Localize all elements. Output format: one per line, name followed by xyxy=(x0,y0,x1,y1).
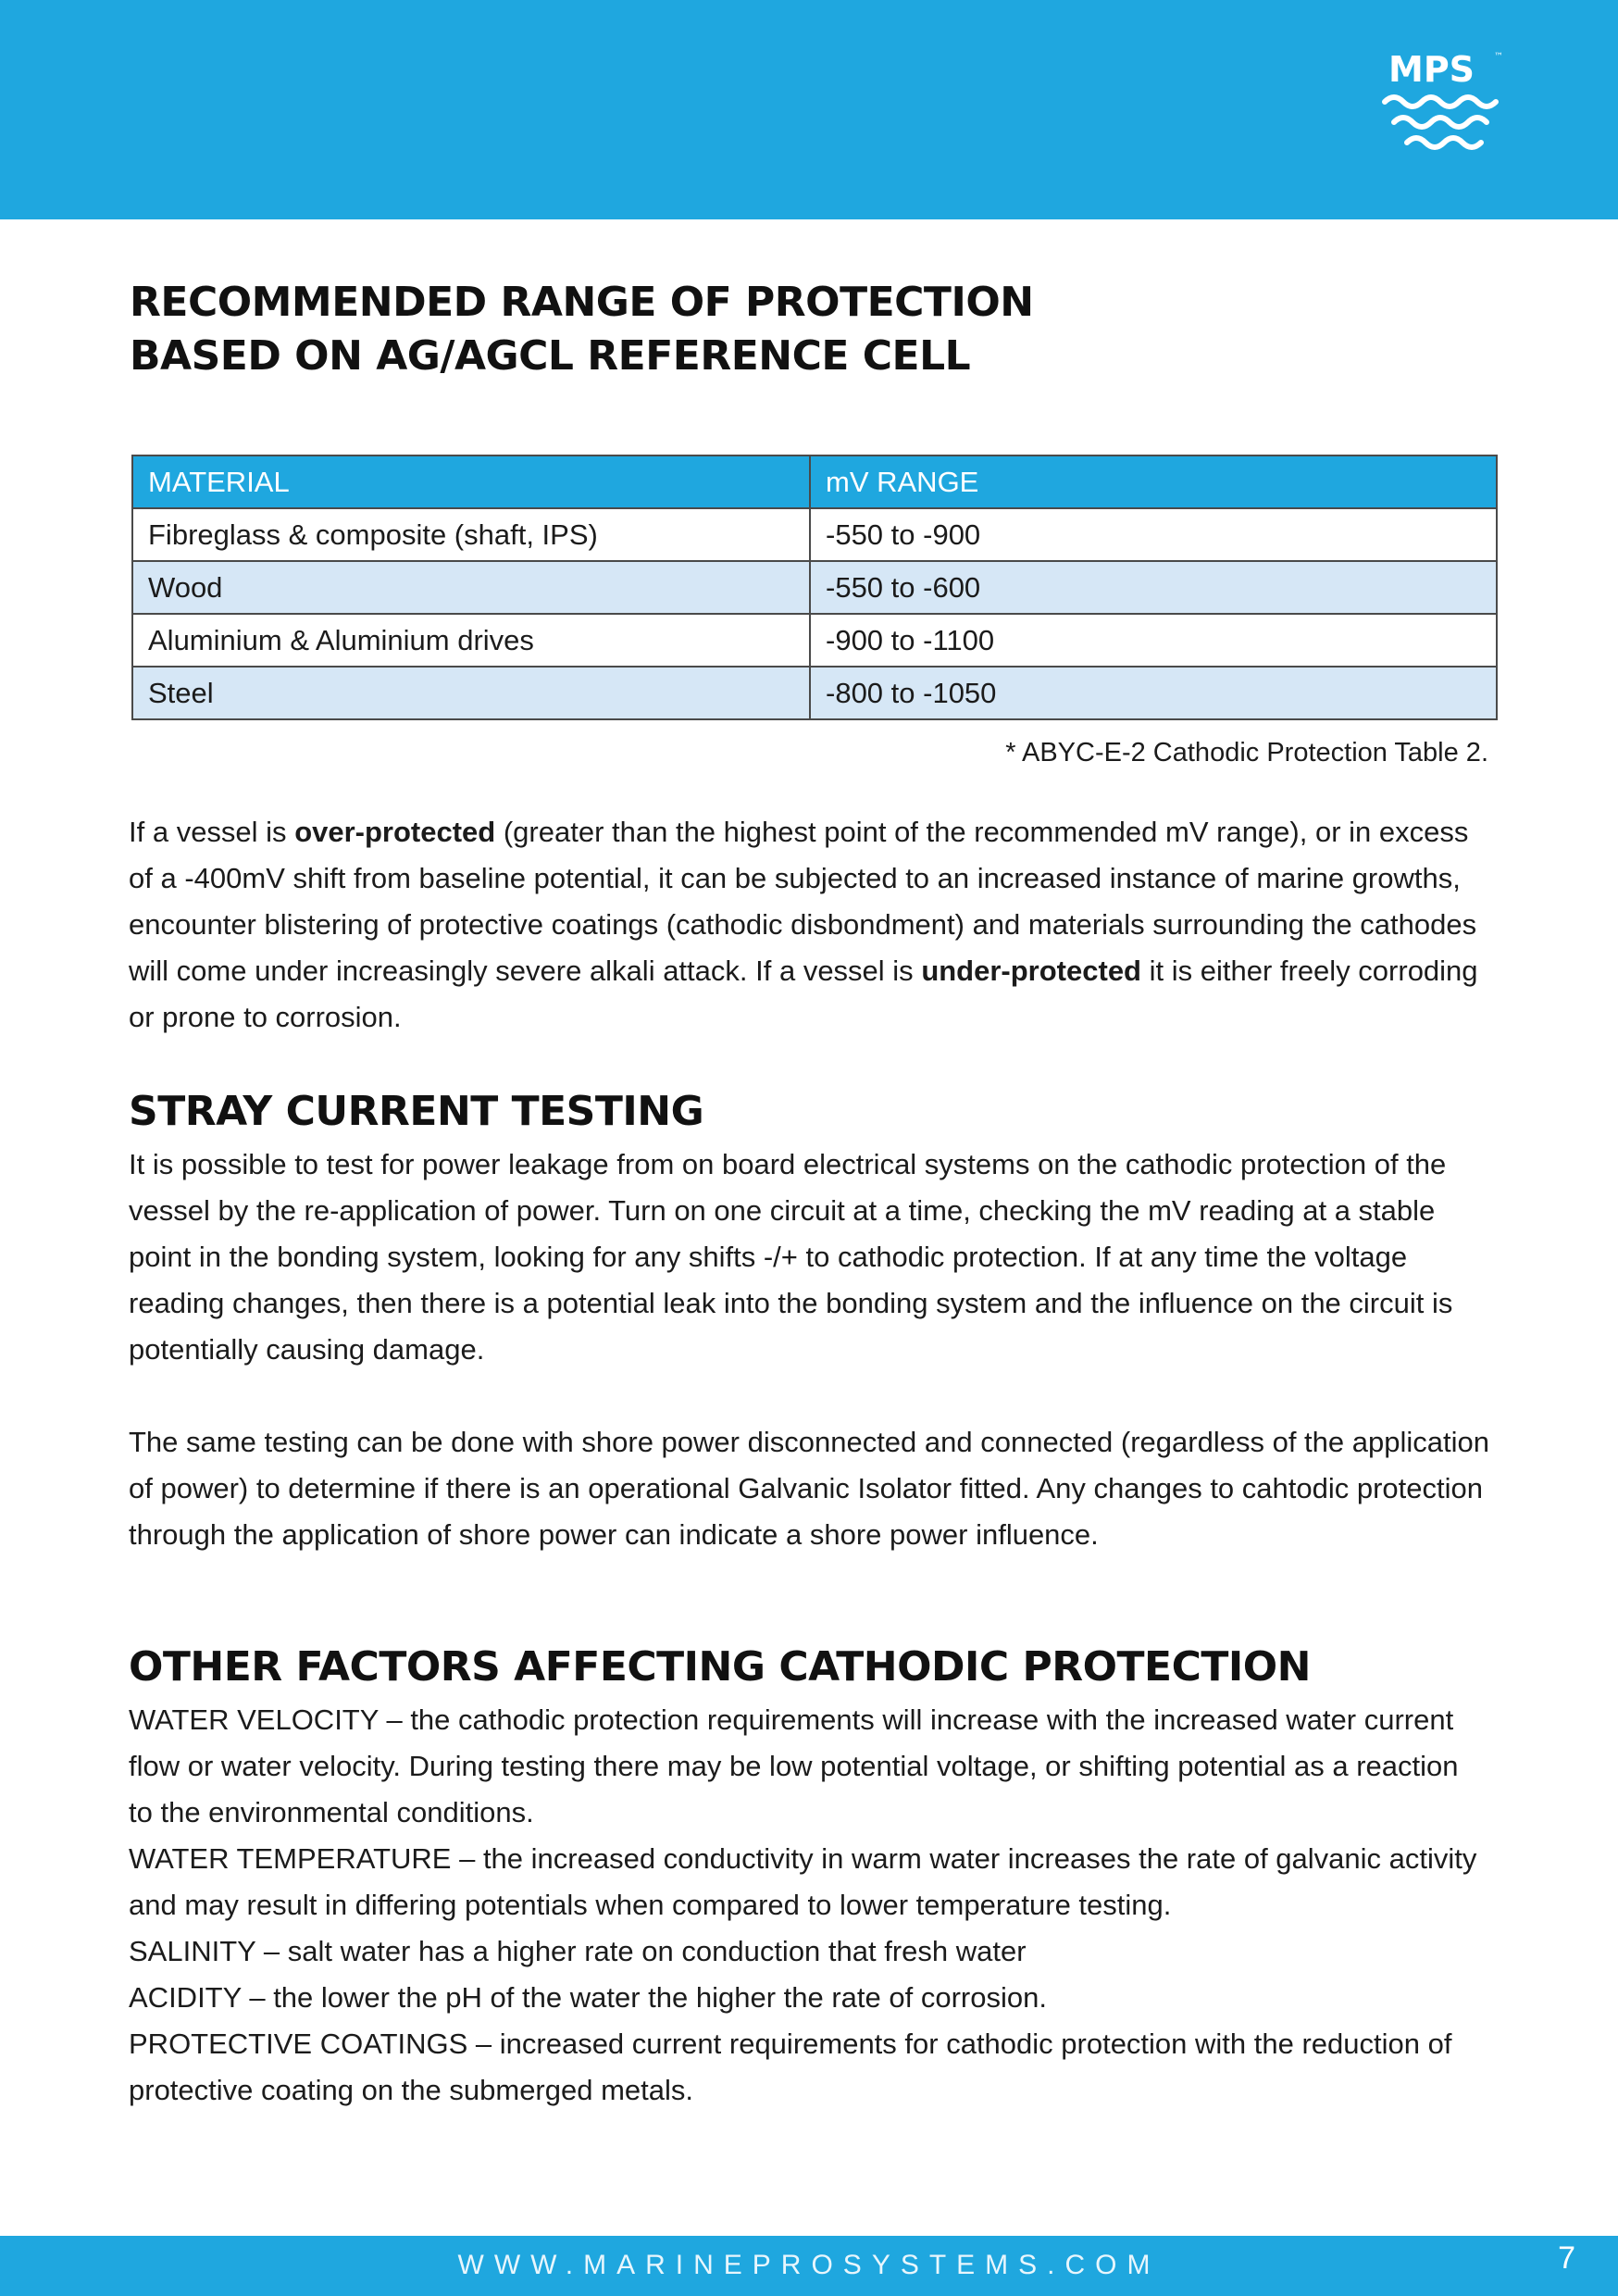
range-cell: -900 to -1100 xyxy=(810,614,1497,667)
material-cell: Steel xyxy=(132,667,810,719)
table-row xyxy=(132,667,1497,719)
text-span: it is either freely corroding or prone to corrosion. xyxy=(129,955,1478,1033)
under-protected-term: under-protected xyxy=(921,955,1141,987)
material-cell: Aluminium & Aluminium drives xyxy=(132,614,810,667)
table-row xyxy=(132,561,1497,614)
range-cell: -800 to -1050 xyxy=(810,667,1497,719)
main-title-line2: BASED ON AG/AGCL REFERENCE CELL xyxy=(130,332,971,380)
table-header-row xyxy=(132,455,1497,508)
range-cell: -550 to -600 xyxy=(810,561,1497,614)
page-number: 7 xyxy=(1558,2240,1575,2276)
factor-salinity: SALINITY – salt water has a higher rate on conduction that fresh water xyxy=(129,1935,1027,1967)
material-cell: Fibreglass & composite (shaft, IPS) xyxy=(132,508,810,561)
stray-current-paragraph-1: It is possible to test for power leakage from on board electrical systems on the cathodic protection of the vessel by the re-application of power. Turn on one circuit at a time, checking the mV reading at a stable point in the bonding system, looking for any shifts -/+ to cathodic protection. If at any time the voltage reading changes, then there is a potential leak into the bonding system and the influence on the circuit is potentially causing damage. xyxy=(129,1148,1453,1366)
table-footnote: * ABYC-E-2 Cathodic Protection Table 2. xyxy=(1005,738,1488,767)
header-mv-range: mV RANGE xyxy=(810,455,1497,508)
material-cell: Wood xyxy=(132,561,810,614)
text-span: If a vessel is xyxy=(129,816,295,848)
footer-website-link[interactable]: WWW.MARINEPROSYSTEMS.COM xyxy=(457,2250,1161,2280)
table-row xyxy=(132,508,1497,561)
other-factors-heading: OTHER FACTORS AFFECTING CATHODIC PROTECTION xyxy=(129,1643,1311,1691)
protection-range-table xyxy=(131,455,1498,720)
main-title xyxy=(130,276,1425,383)
stray-current-paragraph-2: The same testing can be done with shore power disconnected and connected (regardless of the application of power) to determine if there is an operational Galvanic Isolator fitted. Any changes to cahtodic protection through the application of shore power can indicate a shore power influence. xyxy=(129,1426,1489,1551)
main-title-line1: RECOMMENDED RANGE OF PROTECTION xyxy=(130,279,1034,326)
factor-water-temperature: WATER TEMPERATURE – the increased conductivity in warm water increases the rate of galvanic activity and may result in differing potentials when compared to lower temperature testing. xyxy=(129,1842,1477,1921)
text-span: (greater than the highest point of the recommended mV range), or in excess of a -400mV shift from baseline potential, it can be subjected to an increased instance of marine growths, encounter blistering of protective coatings (cathodic disbondment) and materials surrounding the cathodes will come under increasingly severe alkali attack. If a vessel is xyxy=(129,816,1477,987)
factor-water-velocity: WATER VELOCITY – the cathodic protection requirements will increase with the increased water current flow or water velocity. During testing there may be low potential voltage, or shifting potential as a reaction to the environmental conditions. xyxy=(129,1703,1459,1828)
table-row xyxy=(132,614,1497,667)
logo-text: MPS xyxy=(1388,49,1475,90)
other-factors-list xyxy=(129,1697,1489,2114)
factor-acidity: ACIDITY – the lower the pH of the water the higher the rate of corrosion. xyxy=(129,1981,1047,2014)
header-material: MATERIAL xyxy=(132,455,810,508)
protection-paragraph xyxy=(129,809,1499,1041)
over-protected-term: over-protected xyxy=(294,816,496,848)
range-cell: -550 to -900 xyxy=(810,508,1497,561)
logo-trademark: ™ xyxy=(1494,52,1503,62)
factor-protective-coatings: PROTECTIVE COATINGS – increased current requirements for cathodic protection with the reduction of protective coating on the submerged metals. xyxy=(129,2028,1452,2106)
stray-current-heading: STRAY CURRENT TESTING xyxy=(129,1088,704,1135)
mps-logo xyxy=(1372,44,1520,165)
